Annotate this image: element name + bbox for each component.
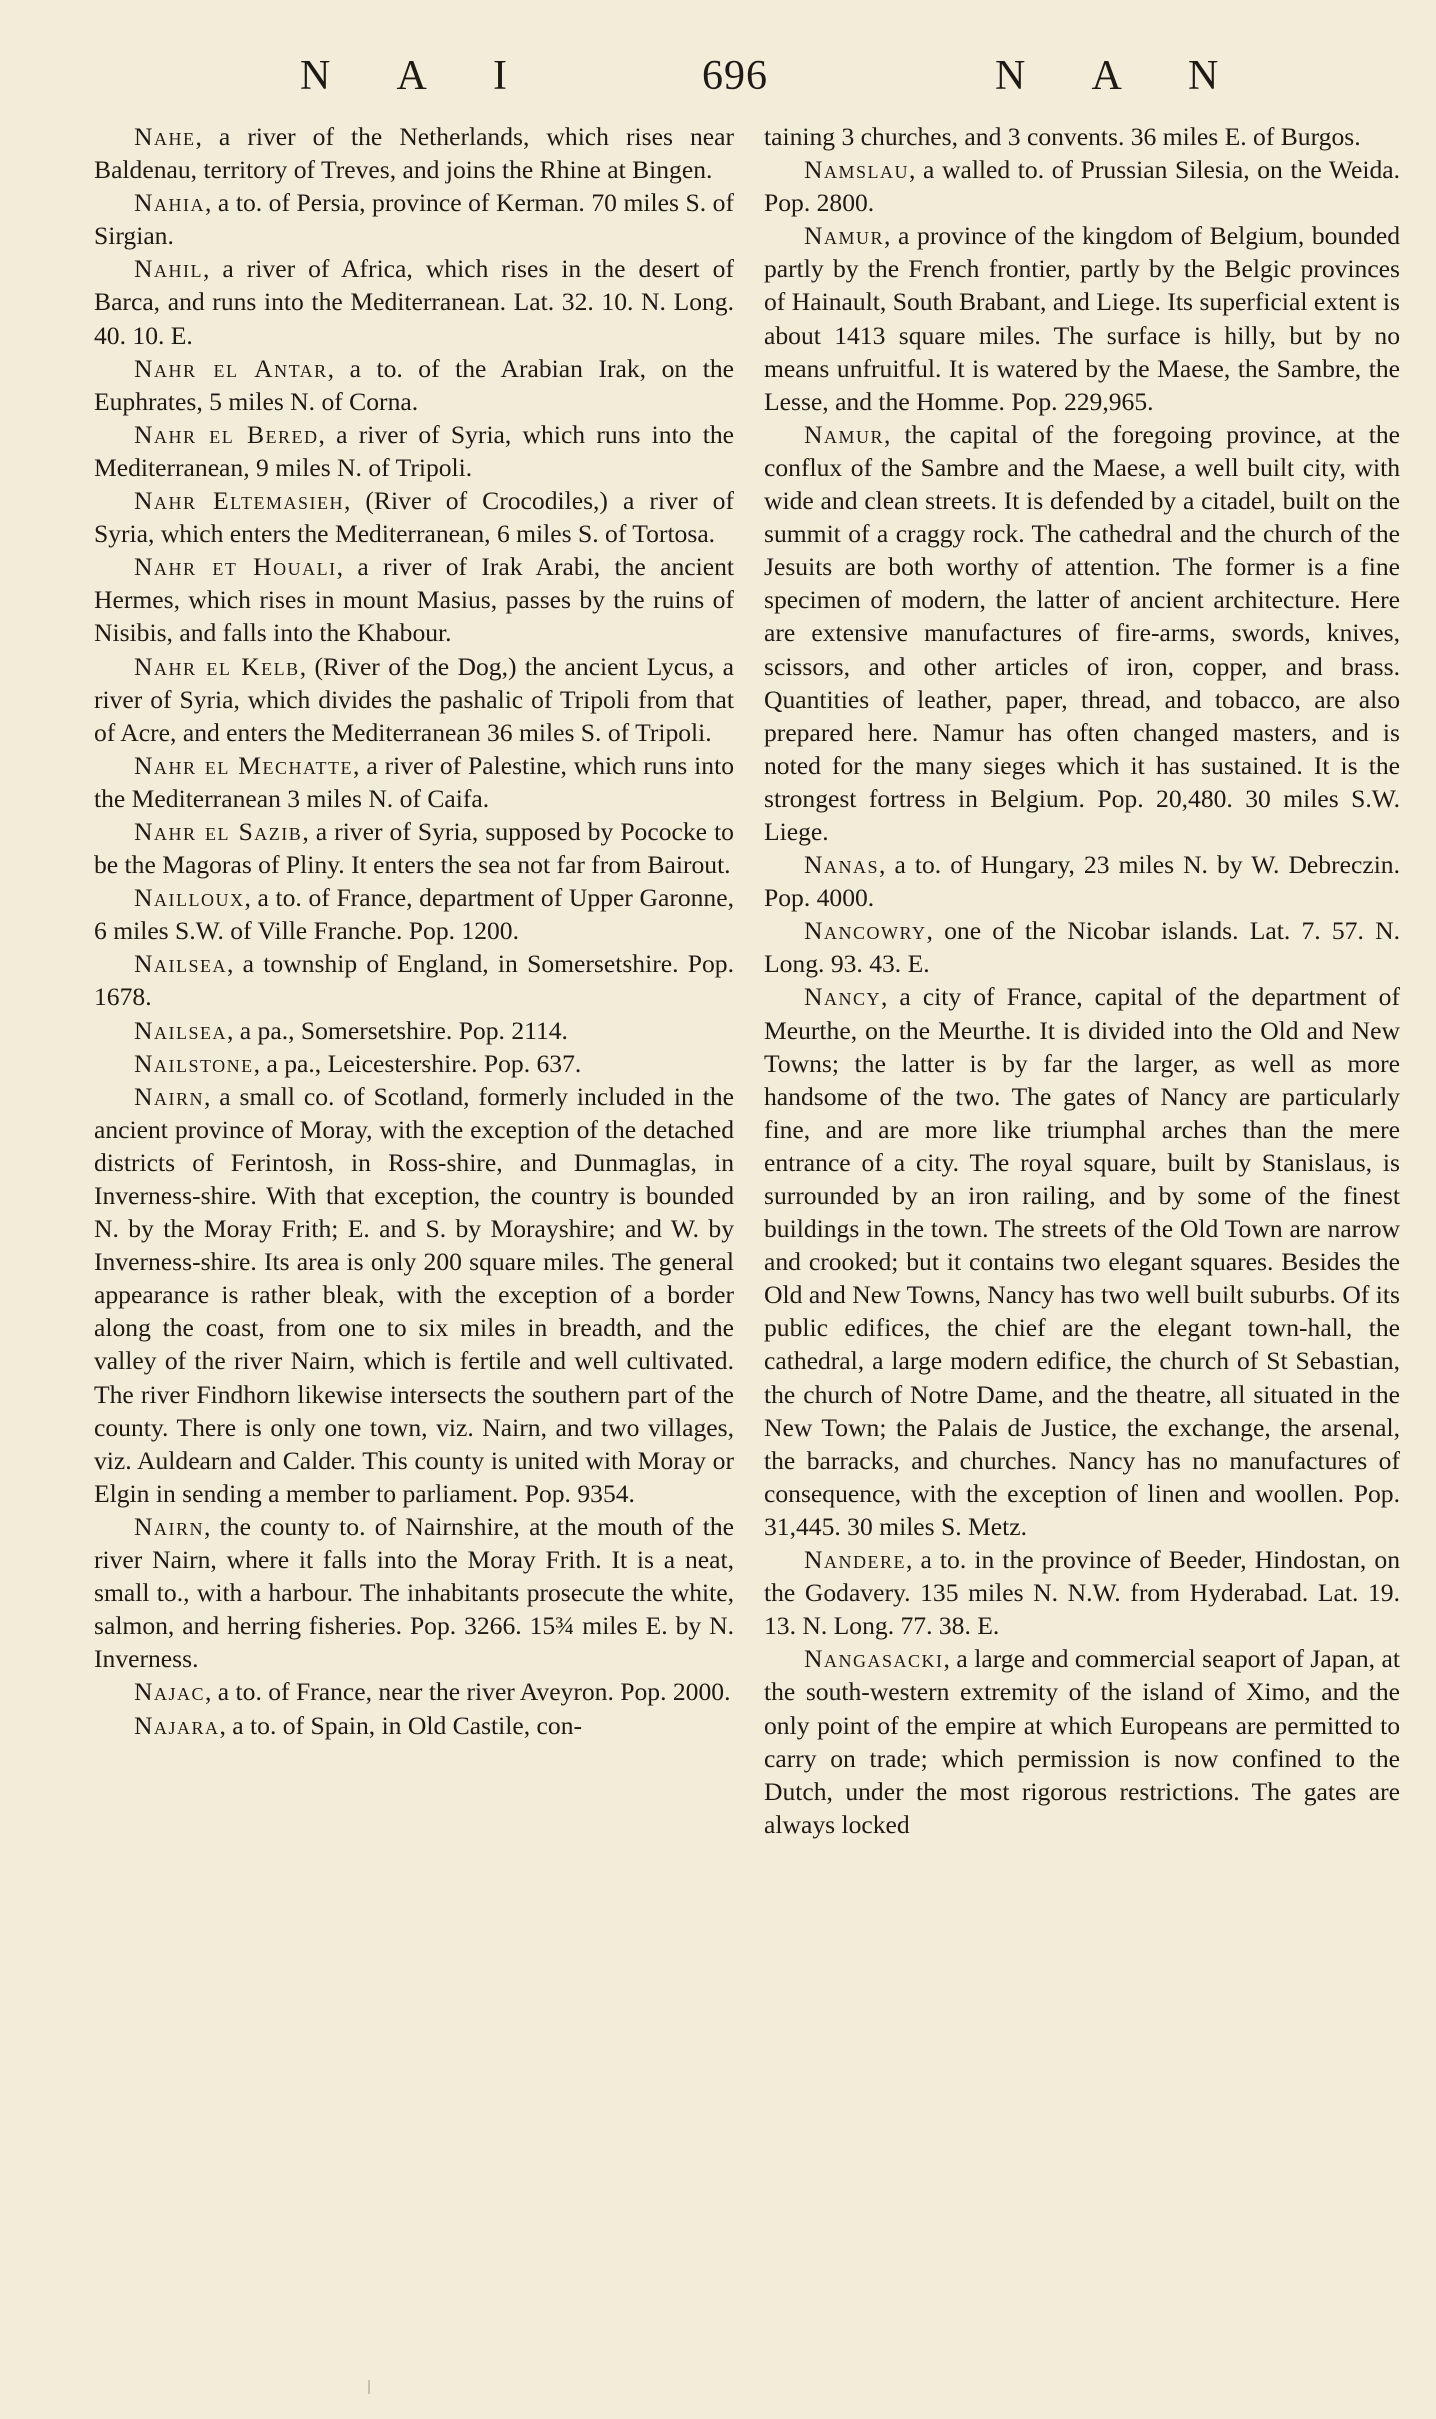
entry-text: taining 3 churches, and 3 convents. 36 miles E. of Burgos. <box>764 122 1361 151</box>
entry-headword: Nairn <box>134 1081 204 1111</box>
gazetteer-entry <box>94 881 734 947</box>
entry-text: , one of the Nicobar islands. Lat. 7. 57. N. Long. 93. 43. E. <box>764 916 1400 979</box>
entry-headword: Nahil <box>134 254 203 284</box>
entry-headword: Nahia <box>134 188 205 218</box>
entry-text: , a to. of France, near the river Aveyron. Pop. 2000. <box>205 1677 731 1707</box>
gazetteer-entry <box>94 418 734 484</box>
entry-headword: Najara <box>134 1710 220 1740</box>
entry-text: , a to. of Persia, province of Kerman. 70 miles S. of Sirgian. <box>94 188 734 251</box>
entry-headword: Namur <box>804 221 884 251</box>
entry-text: , a river of Syria, supposed by Pococke to be the Magoras of Pliny. It enters the sea not far from Bairout. <box>94 816 734 880</box>
entry-text: , a large and commercial seaport of Japan, at the south-western extremity of the island of Ximo, and the only point of the empire at which Europeans are permitted to carry on trade; which permission is now confined to the Dutch, under the most rigorous restrictions. The gates are always locked <box>764 1644 1400 1839</box>
gazetteer-entry <box>94 1047 734 1080</box>
entry-text: , a small co. of Scotland, formerly included in the ancient province of Moray, with the exception of the detached districts of Ferintosh, in Ross-shire, and Dunmaglas, in Inverness-shire. With that exception, the country is bounded N. by the Moray Frith; E. and S. by Morayshire; and W. by Inverness-shire. Its area is only 200 square miles. The general appearance is rather bleak, with the exception of a border along the coast, from one to six miles in breadth, and the valley of the river Nairn, which is fertile and well cultivated. The river Findhorn likewise intersects the southern part of the county. There is only one town, viz. Nairn, and two villages, viz. Auldearn and Calder. This county is united with Moray or Elgin in sending a member to parliament. Pop. 9354. <box>94 1081 734 1508</box>
entry-headword: Nahr el Kelb <box>134 651 300 681</box>
entry-text: , (River of Crocodiles,) a river of Syria, which enters the Mediterranean, 6 miles S. of Tortosa. <box>94 486 734 549</box>
gazetteer-entry <box>764 980 1400 1543</box>
gazetteer-entry <box>764 1543 1400 1642</box>
entry-headword: Nahr et Houali <box>134 552 337 582</box>
gazetteer-entry <box>94 352 734 418</box>
entry-headword: Nailsea <box>134 1015 227 1045</box>
entry-text: , a province of the kingdom of Belgium, bounded partly by the French frontier, partly by the Belgic provinces of Hainault, South Brabant, and Liege. Its superficial extent is about 1413 square miles. The surface is hilly, but by no means unfruitful. It is watered by the Maese, the Sambre, the Lesse, and the Homme. Pop. 229,965. <box>764 221 1400 416</box>
entry-headword: Namslau <box>804 155 909 185</box>
entry-text: , a river of Palestine, which runs into the Mediterranean 3 miles N. of Caifa. <box>94 750 734 813</box>
gazetteer-entry <box>764 1642 1400 1841</box>
entry-headword: Nahr Eltemasieh <box>134 486 344 516</box>
entry-headword: Nahr el Bered <box>134 419 319 449</box>
entry-headword: Nancy <box>804 982 881 1012</box>
gazetteer-entry <box>94 252 734 351</box>
entry-text: , a to. of France, department of Upper Garonne, 6 miles S.W. of Ville Franche. Pop. 1200. <box>94 883 734 946</box>
gazetteer-entry <box>94 484 734 550</box>
gazetteer-entry <box>94 1675 734 1708</box>
gazetteer-entry <box>94 1510 734 1675</box>
page-number: 696 <box>702 53 768 99</box>
entry-headword: Namur <box>804 419 884 449</box>
gazetteer-entry <box>94 550 734 649</box>
entry-text: , (River of the Dog,) the ancient Lycus, a river of Syria, which divides the pashalic of Tripoli from that of Acre, and enters the Mediterranean 36 miles S. of Tripoli. <box>94 651 734 747</box>
entry-text: , a river of the Netherlands, which rises near Baldenau, territory of Treves, and joins the Rhine at Bingen. <box>94 122 734 185</box>
gazetteer-entry <box>94 650 734 749</box>
header-left-guide: N A I <box>300 53 522 99</box>
gazetteer-entry <box>764 914 1400 980</box>
gazetteer-entry <box>94 815 734 881</box>
left-column <box>94 120 734 2290</box>
entry-text: , a to. of Hungary, 23 miles N. by W. Debreczin. Pop. 4000. <box>764 850 1400 913</box>
entry-text: , a to. of the Arabian Irak, on the Euphrates, 5 miles N. of Corna. <box>94 353 734 416</box>
entry-headword: Nahr el Antar <box>134 353 328 383</box>
gazetteer-entry <box>94 947 734 1013</box>
gazetteer-entry <box>764 153 1400 219</box>
entry-text: , a city of France, capital of the department of Meurthe, on the Meurthe. It is divided into the Old and New Towns; the latter is by far the larger, as well as more handsome of the two. The gates of Nancy are particularly fine, and are more like triumphal arches than the mere entrance of a city. The royal square, built by Stanislaus, is surrounded by an iron railing, and by some of the finest buildings in the town. The streets of the Old Town are narrow and crooked; but it contains two elegant squares. Besides the Old and New Towns, Nancy has two well built suburbs. Of its public edifices, the chief are the elegant town-hall, the cathedral, a large modern edifice, the church of St Sebastian, the church of Notre Dame, and the theatre, all situated in the New Town; the Palais de Justice, the exchange, the arsenal, the barracks, and churches. Nancy has no manufactures of consequence, with the exception of linen and woollen. Pop. 31,445. 30 miles S. Metz. <box>764 982 1400 1541</box>
gazetteer-entry <box>764 120 1400 153</box>
entry-headword: Nancowry <box>804 916 927 946</box>
entry-text: , the county to. of Nairnshire, at the mouth of the river Nairn, where it falls into the Moray Frith. It is a neat, small to., with a harbour. The inhabitants prosecute the white, salmon, and herring fisheries. Pop. 3266. 15¾ miles E. by N. Inverness. <box>94 1511 734 1674</box>
entry-text: , a river of Africa, which rises in the desert of Barca, and runs into the Mediterranean. Lat. 32. 10. N. Long. 40. 10. E. <box>94 254 734 350</box>
entry-text: , a township of England, in Somersetshire. Pop. 1678. <box>94 949 734 1012</box>
entry-headword: Nailsea <box>134 949 227 979</box>
entry-text: , a pa., Somersetshire. Pop. 2114. <box>226 1015 568 1045</box>
entry-headword: Nailloux <box>134 883 245 913</box>
gazetteer-entry <box>764 219 1400 418</box>
entry-headword: Nahr el Sazib <box>134 816 303 846</box>
entry-headword: Nairn <box>134 1511 204 1541</box>
running-header <box>0 52 1436 112</box>
entry-headword: Nandere <box>804 1545 906 1575</box>
entry-text: , a to. of Spain, in Old Castile, con- <box>219 1710 583 1740</box>
entry-text: , the capital of the foregoing province, at the conflux of the Sambre and the Maese, a well built city, with wide and clean streets. It is defended by a citadel, built on the summit of a craggy rock. The cathedral and the church of the Jesuits are both worthy of attention. The former is a fine specimen of modern, the latter of ancient architecture. Here are extensive manufactures of fire-arms, swords, knives, scissors, and other articles of iron, copper, and brass. Quantities of leather, paper, thread, and tobacco, are also prepared here. Namur has often changed masters, and is noted for the many sieges which it has sustained. It is the strongest fortress in Belgium. Pop. 20,480. 30 miles S.W. Liege. <box>764 419 1400 846</box>
entry-text: , a walled to. of Prussian Silesia, on the Weida. Pop. 2800. <box>764 155 1400 218</box>
entry-text: , a river of Syria, which runs into the Mediterranean, 9 miles N. of Tripoli. <box>94 419 734 482</box>
entry-headword: Nahe <box>134 122 196 151</box>
gazetteer-entry <box>94 186 734 252</box>
gazetteer-entry <box>764 418 1400 848</box>
gazetteer-entry <box>94 120 734 186</box>
page-mark <box>368 2380 370 2394</box>
entry-headword: Nahr el Mechatte <box>134 750 354 780</box>
header-right-guide: N A N <box>995 53 1233 99</box>
entry-text: , a to. in the province of Beeder, Hindostan, on the Godavery. 135 miles N. N.W. from Hyderabad. Lat. 19. 13. N. Long. 77. 38. E. <box>764 1545 1400 1641</box>
right-column <box>764 120 1400 2290</box>
entry-text: , a pa., Leicestershire. Pop. 637. <box>253 1048 582 1078</box>
entry-headword: Nanas <box>804 850 879 880</box>
gazetteer-entry <box>94 1080 734 1510</box>
gazetteer-entry <box>94 749 734 815</box>
gazetteer-entry <box>94 1709 734 1742</box>
entry-headword: Nangasacki <box>804 1644 944 1674</box>
entry-headword: Nailstone <box>134 1048 254 1078</box>
entry-text: , a river of Irak Arabi, the ancient Hermes, which rises in mount Masius, passes by the ruins of Nisibis, and falls into the Khabour. <box>94 552 734 648</box>
entry-headword: Najac <box>134 1677 205 1707</box>
gazetteer-entry <box>94 1014 734 1047</box>
gazetteer-entry <box>764 848 1400 914</box>
